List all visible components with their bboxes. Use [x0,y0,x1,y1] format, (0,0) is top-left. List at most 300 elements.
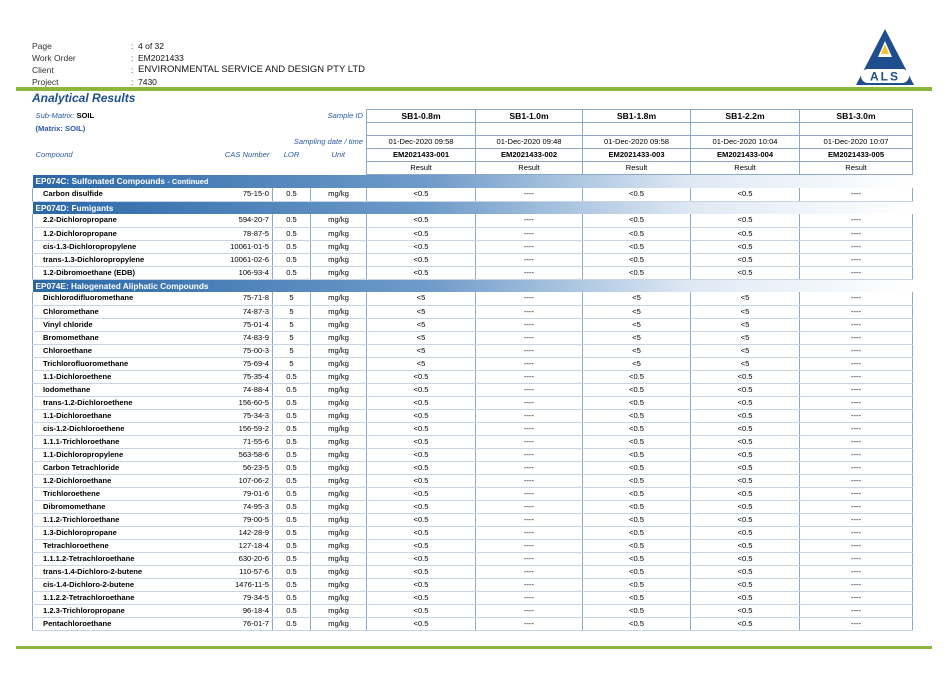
result-4: <0.5 [691,539,800,552]
result-4: <0.5 [691,474,800,487]
compound-name: 1.1.1-Trichloroethane [33,435,167,448]
result-4: <0.5 [691,604,800,617]
result-1: <0.5 [367,500,476,513]
result-1: <5 [367,344,476,357]
unit-value: mg/kg [311,474,367,487]
compound-row [33,188,913,201]
cas-number: 594-20-7 [167,214,273,227]
result-3: <0.5 [583,500,691,513]
lab-id-5: EM2021433-005 [800,149,913,162]
als-logo [854,27,916,89]
compound-row [33,318,913,331]
compound-name: 1.1.2.2-Tetrachloroethane [33,591,167,604]
header-labels [32,40,76,88]
compound-name: Dichlorodifluoromethane [33,292,167,305]
result-5: ---- [800,370,913,383]
unit-value: mg/kg [311,188,367,201]
compound-row [33,357,913,370]
unit-value: mg/kg [311,214,367,227]
unit-header: Unit [331,150,346,159]
section-header [33,201,913,214]
result-3: <0.5 [583,461,691,474]
lor-value: 0.5 [273,409,311,422]
cas-number: 79-00-5 [167,513,273,526]
lor-value: 5 [273,292,311,305]
cas-number: 74-83-9 [167,331,273,344]
result-3: <0.5 [583,266,691,279]
cas-number: 75-34-3 [167,409,273,422]
result-1: <5 [367,331,476,344]
compound-name: cis-1.2-Dichloroethene [33,422,167,435]
compound-row [33,461,913,474]
result-1: <0.5 [367,474,476,487]
result-5: ---- [800,214,913,227]
result-2: ---- [476,578,583,591]
lor-value: 0.5 [273,396,311,409]
compound-row [33,266,913,279]
compound-name: trans-1.4-Dichloro-2-butene [33,565,167,578]
cas-number: 79-34-5 [167,591,273,604]
unit-value: mg/kg [311,617,367,630]
result-5: ---- [800,526,913,539]
lor-value: 0.5 [273,578,311,591]
result-4: <5 [691,318,800,331]
sample-id-3: SB1-1.8m [583,110,691,123]
lor-value: 5 [273,331,311,344]
section-title: EP074D: Fumigants [35,202,114,213]
result-4: <0.5 [691,552,800,565]
unit-value: mg/kg [311,227,367,240]
result-2: ---- [476,396,583,409]
result-4: <0.5 [691,409,800,422]
unit-value: mg/kg [311,591,367,604]
section-title-cell [33,201,913,214]
compound-row [33,591,913,604]
result-1: <0.5 [367,227,476,240]
section-header [33,279,913,292]
lor-value: 0.5 [273,565,311,578]
unit-value: mg/kg [311,331,367,344]
result-5: ---- [800,305,913,318]
result-2: ---- [476,552,583,565]
results-table [32,109,913,631]
result-5: ---- [800,461,913,474]
result-5: ---- [800,188,913,201]
result-4: <0.5 [691,448,800,461]
result-2: ---- [476,500,583,513]
result-1: <0.5 [367,539,476,552]
result-1: <0.5 [367,409,476,422]
compound-name: 1.2-Dichloropropane [33,227,167,240]
result-2: ---- [476,292,583,305]
unit-value: mg/kg [311,435,367,448]
lor-value: 0.5 [273,591,311,604]
result-3: <5 [583,292,691,305]
result-2: ---- [476,461,583,474]
unit-value: mg/kg [311,396,367,409]
compound-name: Dibromomethane [33,500,167,513]
result-2: ---- [476,591,583,604]
result-4: <0.5 [691,487,800,500]
unit-value: mg/kg [311,513,367,526]
result-5: ---- [800,604,913,617]
sample-date-5: 01-Dec-2020 10:07 [800,136,913,149]
result-5: ---- [800,500,913,513]
cas-number: 96-18-4 [167,604,273,617]
compound-name: Chloromethane [33,305,167,318]
compound-name: Vinyl chloride [33,318,167,331]
cas-number: 71-55-6 [167,435,273,448]
project-label: Project [32,77,59,87]
cas-number: 10061-02-6 [167,253,273,266]
lab-id-1: EM2021433-001 [367,149,476,162]
cas-number: 75-71-8 [167,292,273,305]
result-3: <0.5 [583,188,691,201]
lab-id-4: EM2021433-004 [691,149,800,162]
result-3: <5 [583,331,691,344]
compound-row [33,227,913,240]
cas-number: 156-59-2 [167,422,273,435]
section-header [33,175,913,189]
compound-row [33,253,913,266]
lor-value: 0.5 [273,227,311,240]
compound-name: Iodomethane [33,383,167,396]
compound-name: Pentachloroethane [33,617,167,630]
result-3: <0.5 [583,591,691,604]
result-2: ---- [476,253,583,266]
result-5: ---- [800,292,913,305]
result-2: ---- [476,474,583,487]
unit-value: mg/kg [311,240,367,253]
cas-number: 75-01-4 [167,318,273,331]
result-4: <0.5 [691,617,800,630]
unit-value: mg/kg [311,552,367,565]
unit-value: mg/kg [311,565,367,578]
unit-value: mg/kg [311,604,367,617]
unit-value: mg/kg [311,539,367,552]
lor-value: 5 [273,318,311,331]
result-5: ---- [800,396,913,409]
unit-value: mg/kg [311,500,367,513]
result-2: ---- [476,214,583,227]
result-4: <0.5 [691,591,800,604]
lor-value: 0.5 [273,539,311,552]
page-label: Page [32,41,52,51]
result-1: <0.5 [367,461,476,474]
result-2: ---- [476,318,583,331]
result-1: <5 [367,292,476,305]
page-value: 4 of 32 [138,41,164,51]
result-4: <0.5 [691,253,800,266]
compound-row [33,331,913,344]
result-3: <0.5 [583,526,691,539]
compound-row [33,552,913,565]
cas-number: 74-95-3 [167,500,273,513]
result-2: ---- [476,448,583,461]
compound-header: Compound [35,150,73,159]
compound-row [33,344,913,357]
sample-id-5: SB1-3.0m [800,110,913,123]
lor-value: 0.5 [273,604,311,617]
cas-number: 110-57-6 [167,565,273,578]
result-4: <0.5 [691,461,800,474]
compound-name: 1.1-Dichloroethene [33,370,167,383]
header-colons: : : : : [131,41,134,87]
result-2: ---- [476,422,583,435]
result-3: <5 [583,318,691,331]
result-4: <0.5 [691,240,800,253]
compound-name: Bromomethane [33,331,167,344]
lab-id-3: EM2021433-003 [583,149,691,162]
unit-value: mg/kg [311,357,367,370]
sample-date-3: 01-Dec-2020 09:58 [583,136,691,149]
sub-matrix-cell [33,110,273,123]
sample-id-1: SB1-0.8m [367,110,476,123]
result-1: <0.5 [367,526,476,539]
compound-row [33,474,913,487]
unit-value: mg/kg [311,370,367,383]
unit-value: mg/kg [311,292,367,305]
compound-row [33,396,913,409]
result-3: <0.5 [583,448,691,461]
unit-value: mg/kg [311,305,367,318]
compound-name: 1.1-Dichloroethane [33,409,167,422]
lor-value: 0.5 [273,461,311,474]
client-label: Client [32,65,54,75]
result-5: ---- [800,448,913,461]
result-4: <0.5 [691,266,800,279]
result-5: ---- [800,318,913,331]
top-divider [16,87,932,91]
cas-number: 74-87-3 [167,305,273,318]
lor-value: 0.5 [273,253,311,266]
lor-header: LOR [283,150,300,159]
cas-number: 75-00-3 [167,344,273,357]
result-5: ---- [800,474,913,487]
compound-row [33,305,913,318]
compound-name: Tetrachloroethene [33,539,167,552]
result-5: ---- [800,552,913,565]
sub-matrix-label: Sub-Matrix: [35,111,75,120]
result-1: <0.5 [367,591,476,604]
lor-value: 0.5 [273,617,311,630]
result-3: <0.5 [583,409,691,422]
section-title-cell [33,279,913,292]
result-2: ---- [476,539,583,552]
lor-value: 0.5 [273,448,311,461]
compound-row [33,578,913,591]
unit-value: mg/kg [311,448,367,461]
compound-name: 2.2-Dichloropropane [33,214,167,227]
result-2: ---- [476,383,583,396]
result-1: <0.5 [367,396,476,409]
cas-number: 75-15-0 [167,188,273,201]
unit-value: mg/kg [311,409,367,422]
result-1: <5 [367,318,476,331]
work-order-value: EM2021433 [138,53,184,63]
result-2: ---- [476,487,583,500]
result-5: ---- [800,565,913,578]
result-3: <0.5 [583,565,691,578]
lor-value: 5 [273,305,311,318]
result-4: <0.5 [691,383,800,396]
sample-date-1: 01-Dec-2020 09:58 [367,136,476,149]
result-4: <0.5 [691,565,800,578]
result-3: <0.5 [583,422,691,435]
compound-row [33,500,913,513]
unit-value: mg/kg [311,487,367,500]
result-2: ---- [476,240,583,253]
result-3: <0.5 [583,240,691,253]
result-1: <0.5 [367,578,476,591]
compound-name: 1.2.3-Trichloropropane [33,604,167,617]
result-3: <0.5 [583,539,691,552]
cas-number: 630-20-6 [167,552,273,565]
compound-row [33,409,913,422]
compound-name: Chloroethane [33,344,167,357]
result-3: <0.5 [583,253,691,266]
result-4: <0.5 [691,422,800,435]
lor-value: 0.5 [273,188,311,201]
result-3: <0.5 [583,435,691,448]
cas-number: 563-58-6 [167,448,273,461]
compound-row [33,370,913,383]
result-1: <0.5 [367,513,476,526]
result-4: <0.5 [691,500,800,513]
result-1: <0.5 [367,240,476,253]
lor-value: 0.5 [273,552,311,565]
bottom-divider [16,646,932,649]
compound-name: 1.1-Dichloropropylene [33,448,167,461]
compound-name: Trichloroethene [33,487,167,500]
result-2: ---- [476,188,583,201]
result-1: <0.5 [367,565,476,578]
result-2: ---- [476,266,583,279]
result-label-1: Result [367,162,476,175]
cas-number: 79-01-6 [167,487,273,500]
result-3: <0.5 [583,396,691,409]
result-1: <0.5 [367,422,476,435]
result-1: <0.5 [367,487,476,500]
lor-value: 0.5 [273,266,311,279]
lor-value: 0.5 [273,435,311,448]
lor-value: 0.5 [273,383,311,396]
result-3: <0.5 [583,578,691,591]
result-label-5: Result [800,162,913,175]
compound-row [33,604,913,617]
lor-value: 0.5 [273,422,311,435]
cas-number: 127-18-4 [167,539,273,552]
result-1: <0.5 [367,552,476,565]
header-values [138,40,365,88]
result-4: <5 [691,344,800,357]
matrix-row [33,123,913,136]
compound-row [33,214,913,227]
compound-row [33,513,913,526]
lor-value: 0.5 [273,513,311,526]
result-2: ---- [476,526,583,539]
result-5: ---- [800,578,913,591]
lor-value: 5 [273,357,311,370]
result-3: <5 [583,344,691,357]
compound-name: trans-1.2-Dichloroethene [33,396,167,409]
result-2: ---- [476,513,583,526]
result-5: ---- [800,344,913,357]
result-3: <5 [583,305,691,318]
compound-row [33,617,913,630]
compound-name: 1.2-Dibromoethane (EDB) [33,266,167,279]
result-5: ---- [800,240,913,253]
result-2: ---- [476,344,583,357]
result-4: <0.5 [691,227,800,240]
result-2: ---- [476,617,583,630]
result-5: ---- [800,422,913,435]
unit-value: mg/kg [311,383,367,396]
result-1: <0.5 [367,617,476,630]
result-5: ---- [800,331,913,344]
result-4: <0.5 [691,188,800,201]
unit-value: mg/kg [311,422,367,435]
result-4: <0.5 [691,526,800,539]
compound-name: cis-1.4-Dichloro-2-butene [33,578,167,591]
result-1: <0.5 [367,435,476,448]
compound-row [33,448,913,461]
result-3: <0.5 [583,227,691,240]
page-title: Analytical Results [32,91,136,105]
result-3: <0.5 [583,513,691,526]
result-1: <0.5 [367,253,476,266]
result-header-row [33,162,913,175]
result-3: <0.5 [583,214,691,227]
result-5: ---- [800,591,913,604]
result-5: ---- [800,435,913,448]
compound-name: cis-1.3-Dichloropropylene [33,240,167,253]
lor-value: 0.5 [273,500,311,513]
result-5: ---- [800,227,913,240]
result-1: <0.5 [367,370,476,383]
lor-value: 0.5 [273,474,311,487]
sample-date-4: 01-Dec-2020 10:04 [691,136,800,149]
result-4: <5 [691,357,800,370]
result-label-2: Result [476,162,583,175]
work-order-label: Work Order [32,53,76,63]
cas-number: 78-87-5 [167,227,273,240]
result-5: ---- [800,409,913,422]
column-header-row [33,149,913,162]
client-value: ENVIRONMENTAL SERVICE AND DESIGN PTY LTD [138,64,365,75]
result-5: ---- [800,539,913,552]
result-5: ---- [800,617,913,630]
result-2: ---- [476,409,583,422]
compound-row [33,539,913,552]
result-2: ---- [476,370,583,383]
sample-id-row [33,110,913,123]
cas-number: 76-01-7 [167,617,273,630]
lor-value: 0.5 [273,487,311,500]
result-1: <5 [367,357,476,370]
result-2: ---- [476,357,583,370]
compound-row [33,422,913,435]
result-4: <5 [691,305,800,318]
cas-number: 10061-01-5 [167,240,273,253]
result-3: <0.5 [583,604,691,617]
cas-number: 74-88-4 [167,383,273,396]
result-3: <0.5 [583,617,691,630]
sample-id-2: SB1-1.0m [476,110,583,123]
lor-value: 0.5 [273,214,311,227]
lab-id-2: EM2021433-002 [476,149,583,162]
lor-value: 0.5 [273,370,311,383]
